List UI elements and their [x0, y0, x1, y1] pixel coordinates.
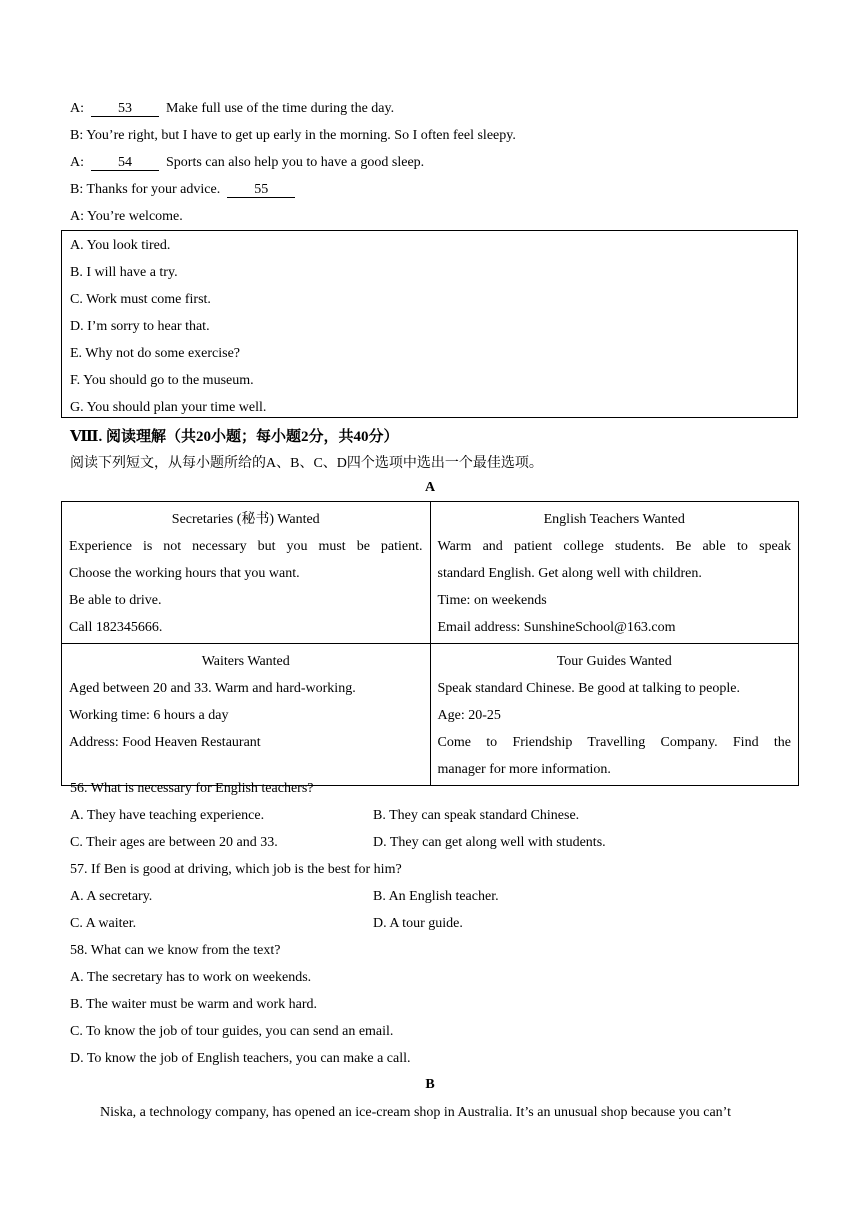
question-57-stem: 57. If Ben is good at driving, which job is the best for him? [70, 862, 402, 877]
ads-table [61, 501, 799, 786]
dialogue-line-5: A: You’re welcome. [70, 209, 183, 224]
dialogue-line-3: A: 54 Sports can also help you to have a good sleep. [70, 155, 425, 170]
ad-title: Waiters Wanted [201, 654, 290, 669]
question-58-option-a[interactable]: A. The secretary has to work on weekends. [70, 970, 312, 985]
ad-title: Secretaries (秘书) Wanted [171, 512, 320, 527]
question-58-stem: 58. What can we know from the text? [70, 943, 281, 958]
section-instruction: 阅读下列短文，从每小题所给的A、B、C、D四个选项中选出一个最佳选项。 [70, 456, 543, 471]
ad-secretaries: Secretaries (秘书) Wanted Experience is not necessary but you must be patient. Choose the working hours that you want. Be able to drive. Call 182345666. [62, 502, 431, 644]
option-f: F. You should go to the museum. [70, 373, 254, 388]
dialogue-line-4: B: Thanks for your advice. 55 [70, 181, 295, 199]
blank-55[interactable]: 55 [227, 182, 295, 198]
ad-waiters: Waiters Wanted Aged between 20 and 33. Warm and hard-working. Working time: 6 hours a day Address: Food Heaven Restaurant [62, 644, 431, 786]
ad-tour-guides: Tour Guides Wanted Speak standard Chinese. Be good at talking to people. Age: 20-25 Come to Friendship Travelling Company. Find the manager for more information. [430, 644, 799, 786]
option-b: B. I will have a try. [70, 265, 178, 280]
question-57-option-a[interactable]: A. A secretary. [70, 889, 153, 904]
passage-b-paragraph: Niska, a technology company, has opened an ice-cream shop in Australia. It’s an unusual shop because you can’t [100, 1105, 731, 1120]
question-56-stem: 56. What is necessary for English teachers? [70, 781, 314, 796]
question-57-option-c[interactable]: C. A waiter. [70, 916, 137, 931]
dialogue-line-2: B: You’re right, but I have to get up early in the morning. So I often feel sleepy. [70, 128, 516, 143]
question-57-option-d[interactable]: D. A tour guide. [373, 916, 463, 931]
passage-b-label: B [425, 1077, 435, 1092]
ad-title: English Teachers Wanted [543, 512, 685, 527]
blank-54[interactable]: 54 [91, 155, 159, 171]
blank-53[interactable]: 53 [91, 101, 159, 117]
question-56-option-c[interactable]: C. Their ages are between 20 and 33. [70, 835, 278, 850]
option-a: A. You look tired. [70, 238, 171, 253]
section-heading: Ⅷ. 阅读理解（共20小题；每小题2分，共40分） [70, 429, 399, 445]
options-box [61, 230, 798, 418]
question-56-option-a[interactable]: A. They have teaching experience. [70, 808, 265, 823]
question-58-option-b[interactable]: B. The waiter must be warm and work hard. [70, 997, 318, 1012]
passage-a-label: A [424, 480, 436, 495]
question-56-option-b[interactable]: B. They can speak standard Chinese. [373, 808, 580, 823]
ad-english-teachers: English Teachers Wanted Warm and patient college students. Be able to speak standard English. Get along well with children. Time: on weekends Email address: SunshineSchool@163.com [430, 502, 799, 644]
ad-title: Tour Guides Wanted [556, 654, 672, 669]
option-c: C. Work must come first. [70, 292, 211, 307]
option-g: G. You should plan your time well. [70, 400, 267, 415]
question-58-option-c[interactable]: C. To know the job of tour guides, you can send an email. [70, 1024, 394, 1039]
option-d: D. I’m sorry to hear that. [70, 319, 210, 334]
question-58-option-d[interactable]: D. To know the job of English teachers, you can make a call. [70, 1051, 411, 1066]
dialogue-line-1: A: 53 Make full use of the time during the day. [70, 101, 395, 116]
option-e: E. Why not do some exercise? [70, 346, 241, 361]
question-56-option-d[interactable]: D. They can get along well with students. [373, 835, 606, 850]
question-57-option-b[interactable]: B. An English teacher. [373, 889, 499, 904]
